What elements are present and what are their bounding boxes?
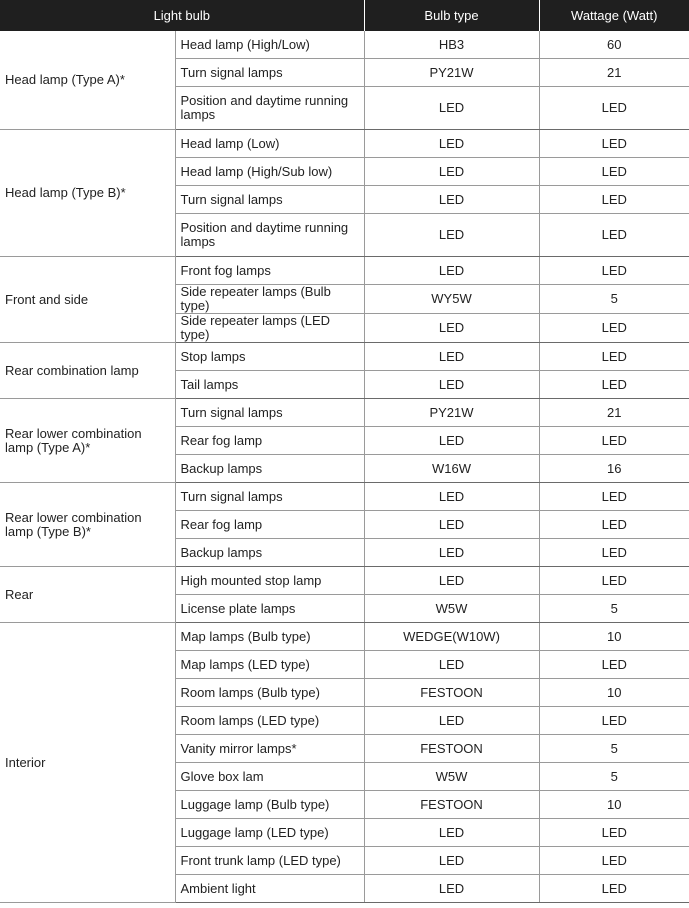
bulb-type: LED [364, 707, 539, 735]
bulb-type: W16W [364, 455, 539, 483]
table-row [0, 399, 689, 427]
wattage: LED [539, 567, 689, 595]
bulb-item: Backup lamps [175, 455, 364, 483]
bulb-type: HB3 [364, 31, 539, 59]
bulb-item: Tail lamps [175, 371, 364, 399]
bulb-type: LED [364, 651, 539, 679]
wattage: LED [539, 314, 689, 343]
wattage: LED [539, 819, 689, 847]
table-row [0, 343, 689, 371]
bulb-type: LED [364, 875, 539, 903]
bulb-item: Head lamp (High/Low) [175, 31, 364, 59]
table-row [0, 623, 689, 651]
bulb-type: FESTOON [364, 679, 539, 707]
bulb-item: Head lamp (High/Sub low) [175, 158, 364, 186]
bulb-type: LED [364, 186, 539, 214]
bulb-type: LED [364, 87, 539, 130]
header-light-bulb: Light bulb [0, 0, 364, 31]
wattage: 60 [539, 31, 689, 59]
group-label: Front and side [0, 257, 175, 343]
table-row [0, 257, 689, 285]
bulb-item: Turn signal lamps [175, 59, 364, 87]
bulb-item: Backup lamps [175, 539, 364, 567]
wattage: 10 [539, 623, 689, 651]
header-row [0, 0, 689, 31]
bulb-item: Luggage lamp (Bulb type) [175, 791, 364, 819]
wattage: 21 [539, 399, 689, 427]
bulb-item: Turn signal lamps [175, 483, 364, 511]
bulb-type: LED [364, 371, 539, 399]
bulb-item: Position and daytime running lamps [175, 87, 364, 130]
bulb-type: W5W [364, 763, 539, 791]
wattage: 5 [539, 763, 689, 791]
bulb-type: LED [364, 483, 539, 511]
bulb-item: Glove box lam [175, 763, 364, 791]
bulb-type: LED [364, 539, 539, 567]
bulb-type: FESTOON [364, 735, 539, 763]
wattage: 21 [539, 59, 689, 87]
bulb-item: Vanity mirror lamps* [175, 735, 364, 763]
bulb-item: Front fog lamps [175, 257, 364, 285]
bulb-item: Head lamp (Low) [175, 130, 364, 158]
bulb-item: Ambient light [175, 875, 364, 903]
wattage: 5 [539, 595, 689, 623]
wattage: 5 [539, 735, 689, 763]
bulb-item: Map lamps (Bulb type) [175, 623, 364, 651]
group-label: Head lamp (Type B)* [0, 130, 175, 257]
bulb-item: Turn signal lamps [175, 399, 364, 427]
wattage: LED [539, 539, 689, 567]
bulb-type: LED [364, 343, 539, 371]
bulb-type: PY21W [364, 399, 539, 427]
wattage: LED [539, 875, 689, 903]
bulb-type: LED [364, 257, 539, 285]
bulb-type: FESTOON [364, 791, 539, 819]
bulb-item: Stop lamps [175, 343, 364, 371]
wattage: 5 [539, 285, 689, 314]
group-label: Rear lower combination lamp (Type A)* [0, 399, 175, 483]
wattage: LED [539, 130, 689, 158]
wattage: LED [539, 847, 689, 875]
bulb-item: Side repeater lamps (LED type) [175, 314, 364, 343]
bulb-item: Luggage lamp (LED type) [175, 819, 364, 847]
wattage: LED [539, 186, 689, 214]
bulb-item: Rear fog lamp [175, 427, 364, 455]
wattage: 10 [539, 791, 689, 819]
bulb-type: LED [364, 130, 539, 158]
wattage: LED [539, 343, 689, 371]
header-wattage: Wattage (Watt) [539, 0, 689, 31]
table-row [0, 130, 689, 158]
header-bulb-type: Bulb type [364, 0, 539, 31]
bulb-item: Side repeater lamps (Bulb type) [175, 285, 364, 314]
bulb-type: WY5W [364, 285, 539, 314]
bulb-type: LED [364, 847, 539, 875]
wattage: LED [539, 214, 689, 257]
wattage: LED [539, 257, 689, 285]
group-label: Rear lower combination lamp (Type B)* [0, 483, 175, 567]
bulb-item: Room lamps (LED type) [175, 707, 364, 735]
bulb-type: LED [364, 567, 539, 595]
wattage: LED [539, 158, 689, 186]
table-row [0, 567, 689, 595]
bulb-type: PY21W [364, 59, 539, 87]
bulb-type: LED [364, 158, 539, 186]
table-row [0, 31, 689, 59]
wattage: LED [539, 707, 689, 735]
table-row [0, 483, 689, 511]
wattage: LED [539, 87, 689, 130]
bulb-item: License plate lamps [175, 595, 364, 623]
group-label: Interior [0, 623, 175, 903]
bulb-item: Map lamps (LED type) [175, 651, 364, 679]
wattage: LED [539, 371, 689, 399]
bulb-item: Front trunk lamp (LED type) [175, 847, 364, 875]
group-label: Rear [0, 567, 175, 623]
wattage: 10 [539, 679, 689, 707]
bulb-type: W5W [364, 595, 539, 623]
group-label: Head lamp (Type A)* [0, 31, 175, 130]
bulb-type: LED [364, 511, 539, 539]
bulb-type: LED [364, 314, 539, 343]
bulb-type: LED [364, 427, 539, 455]
bulb-type: WEDGE(W10W) [364, 623, 539, 651]
wattage: LED [539, 651, 689, 679]
bulb-item: Position and daytime running lamps [175, 214, 364, 257]
bulb-item: Room lamps (Bulb type) [175, 679, 364, 707]
bulb-item: High mounted stop lamp [175, 567, 364, 595]
bulb-type: LED [364, 819, 539, 847]
group-label: Rear combination lamp [0, 343, 175, 399]
wattage: LED [539, 427, 689, 455]
wattage: 16 [539, 455, 689, 483]
wattage: LED [539, 511, 689, 539]
wattage: LED [539, 483, 689, 511]
bulb-item: Rear fog lamp [175, 511, 364, 539]
bulb-type: LED [364, 214, 539, 257]
bulb-item: Turn signal lamps [175, 186, 364, 214]
